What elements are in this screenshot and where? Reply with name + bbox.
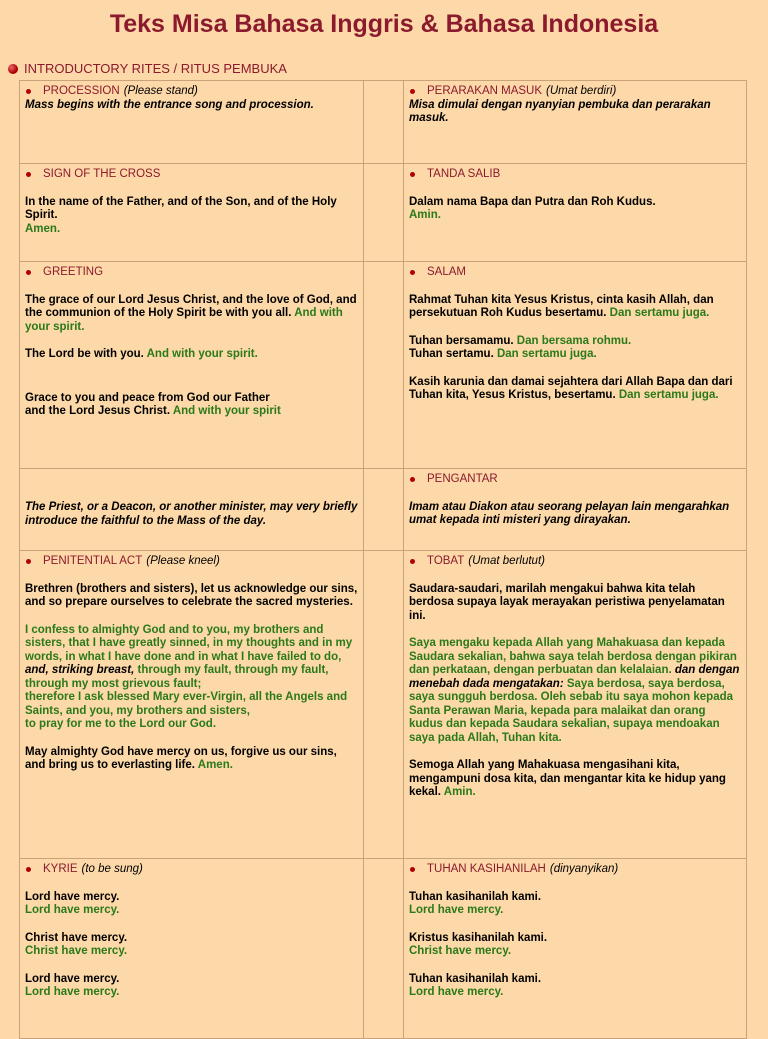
response-text: And with your spirit <box>172 405 281 417</box>
heading-label: SIGN OF THE CROSS <box>43 168 161 180</box>
bullet-icon <box>410 270 415 275</box>
heading-note: (Please kneel) <box>146 555 220 567</box>
cell-id <box>404 469 747 551</box>
response-text: Dan sertamu juga. <box>618 389 719 401</box>
heading-label: SALAM <box>427 266 466 278</box>
bullet-icon <box>26 559 31 564</box>
priest-text: Saudara-saudari, marilah mengakui bahwa kita telah berdosa supaya layak merayakan peristiwa penyelamatan ini. <box>409 582 725 622</box>
heading-label: TANDA SALIB <box>427 168 501 180</box>
bullet-icon <box>410 89 415 94</box>
heading-note: (Umat berdiri) <box>546 85 617 97</box>
cell-id <box>404 262 747 469</box>
priest-text: May almighty God have mercy on us, forgive us our sins, and bring us to everlasting life. Amen. <box>25 745 337 771</box>
priest-text: Tuhan kasihanilah kami. <box>409 890 542 903</box>
heading-label: PENGANTAR <box>427 473 498 485</box>
cell-spacer <box>364 81 404 164</box>
heading-note: (dinyanyikan) <box>549 863 619 875</box>
response-text: Lord have mercy. <box>25 904 120 916</box>
heading <box>409 168 742 182</box>
row-sign-of-cross <box>20 164 747 262</box>
cell-en <box>20 859 364 1039</box>
cell-spacer <box>364 859 404 1039</box>
priest-text: Kristus kasihanilah kami. <box>409 931 548 944</box>
bullet-icon <box>410 559 415 564</box>
response-text: Amin. <box>443 786 476 798</box>
heading-label: GREETING <box>43 266 104 278</box>
priest-text: Semoga Allah yang Mahakuasa mengasihani kita, mengampuni dosa kita, dan mengantar kita ke hidup yang kekal. Amin. <box>409 759 726 798</box>
priest-text: The grace of our Lord Jesus Christ, and the love of God, and the communion of the Holy Spirit be with you all. And with your spirit. <box>25 293 357 333</box>
cell-en <box>20 469 364 551</box>
heading-note: (Please stand) <box>123 85 198 97</box>
row-greeting <box>20 262 747 469</box>
bullet-icon <box>26 172 31 177</box>
priest-text: Lord have mercy. <box>25 972 120 985</box>
response-text: Christ have mercy. <box>25 945 128 957</box>
section-heading-label: INTRODUCTORY RITES / RITUS PEMBUKA <box>24 61 287 76</box>
row-kyrie <box>20 859 747 1039</box>
cell-spacer <box>364 164 404 262</box>
cell-spacer <box>364 551 404 859</box>
response-text: therefore I ask blessed Mary ever-Virgin, all the Angels and Saints, and you, my brothers and sisters, <box>25 691 348 717</box>
priest-text: Christ have mercy. <box>25 931 128 944</box>
heading-label: PENITENTIAL ACT <box>43 555 143 567</box>
response-text: Amen. <box>25 222 61 235</box>
priest-text: Lord have mercy. <box>25 890 120 903</box>
section-heading <box>8 61 287 77</box>
priest-text: Dalam nama Bapa dan Putra dan Roh Kudus. <box>409 195 656 208</box>
response-text: Dan sertamu juga. <box>609 307 710 319</box>
priest-text: Tuhan bersamamu. Dan bersama rohmu. <box>409 334 632 347</box>
cell-spacer <box>364 262 404 469</box>
heading-note: (to be sung) <box>81 863 143 875</box>
priest-text: Grace to you and peace from God our Father <box>25 391 270 404</box>
priest-text: The Lord be with you. And with your spirit. <box>25 348 258 360</box>
response-text: Christ have mercy. <box>409 945 512 957</box>
response-text: And with your spirit. <box>25 307 343 333</box>
response-text: Amin. <box>409 209 441 221</box>
response-text: I confess to almighty God and to you, my brothers and sisters, that I have greatly sinned, in my thoughts and in my words, in what I have done and in what I have failed to do, and, striking breast, through my fault, through my fault, through my most grievous fault; <box>25 623 353 690</box>
response-text: Lord have mercy. <box>409 986 504 998</box>
cell-spacer <box>364 469 404 551</box>
cell-id <box>404 859 747 1039</box>
priest-text: Tuhan sertamu. Dan sertamu juga. <box>409 348 597 360</box>
cell-en <box>20 81 364 164</box>
heading <box>409 863 742 877</box>
rubric-text: Imam atau Diakon atau seorang pelayan lain mengarahkan umat kepada inti misteri yang dirayakan. <box>409 500 730 526</box>
response-text: And with your spirit. <box>146 348 258 360</box>
page-title: Teks Misa Bahasa Inggris & Bahasa Indonesia <box>109 10 659 38</box>
bullet-icon <box>26 867 31 872</box>
heading <box>409 85 742 99</box>
heading <box>25 863 359 877</box>
heading-label: PERARAKAN MASUK <box>427 85 543 97</box>
heading <box>409 266 742 280</box>
rubric-text: The Priest, or a Deacon, or another minister, may very briefly introduce the faithful to the Mass of the day. <box>25 501 358 527</box>
priest-text: Brethren (brothers and sisters), let us acknowledge our sins, and so prepare ourselves to celebrate the sacred mysteries. <box>25 582 358 608</box>
bullet-icon <box>26 270 31 275</box>
heading <box>25 168 359 182</box>
cell-en <box>20 262 364 469</box>
heading-label: TUHAN KASIHANILAH <box>427 863 546 875</box>
bullet-icon <box>8 64 18 74</box>
rubric-text: Mass begins with the entrance song and procession. <box>25 98 314 111</box>
cell-en <box>20 164 364 262</box>
row-procession <box>20 81 747 164</box>
response-text: Amen. <box>197 759 233 771</box>
cell-id <box>404 81 747 164</box>
bullet-icon <box>410 477 415 482</box>
priest-text: Kasih karunia dan damai sejahtera dari Allah Bapa dan dari Tuhan kita, Yesus Kristus, besertamu. Dan sertamu juga. <box>409 375 733 401</box>
heading <box>409 555 742 569</box>
heading <box>409 473 742 487</box>
priest-text: and the Lord Jesus Christ. And with your spirit <box>25 405 281 417</box>
response-text: to pray for me to the Lord our God. <box>25 718 217 730</box>
rubric-text: Misa dimulai dengan nyanyian pembuka dan perarakan masuk. <box>409 98 711 124</box>
priest-text: Tuhan kasihanilah kami. <box>409 972 542 985</box>
response-text: Saya mengaku kepada Allah yang Mahakuasa dan kepada Saudara sekalian, bahwa saya telah berdosa dengan pikiran dan perkataan, dengan perbuatan dan kelalaian. dan dengan menebah dada mengatakan: Saya berdosa, saya berdosa, saya sungguh berdosa. Oleh sebab itu saya mohon kepada Santa Perawan Maria, kepada para malaikat dan orang kudus dan kepada Saudara sekalian, supaya mendoakan saya pada Allah, Tuhan kita. <box>409 637 740 744</box>
response-text: Lord have mercy. <box>409 904 504 916</box>
response-text: Lord have mercy. <box>25 986 120 998</box>
heading-label: TOBAT <box>427 555 465 567</box>
response-text: Dan sertamu juga. <box>496 348 597 360</box>
row-introduction <box>20 469 747 551</box>
cell-id <box>404 164 747 262</box>
priest-text: Rahmat Tuhan kita Yesus Kristus, cinta kasih Allah, dan persekutuan Roh Kudus besertamu. Dan sertamu juga. <box>409 293 714 319</box>
heading-label: PROCESSION <box>43 85 120 97</box>
bullet-icon <box>410 867 415 872</box>
response-text: Dan bersama rohmu. <box>516 334 632 347</box>
row-penitential-act <box>20 551 747 859</box>
bullet-icon <box>410 172 415 177</box>
cell-en <box>20 551 364 859</box>
heading <box>25 85 359 99</box>
heading-note: (Umat berlutut) <box>468 555 545 567</box>
heading <box>25 266 359 280</box>
bullet-icon <box>26 89 31 94</box>
heading <box>25 555 359 569</box>
priest-text: In the name of the Father, and of the Son, and of the Holy Spirit. <box>25 195 337 221</box>
heading-label: KYRIE <box>43 863 78 875</box>
liturgy-table <box>19 80 747 1039</box>
cell-id <box>404 551 747 859</box>
